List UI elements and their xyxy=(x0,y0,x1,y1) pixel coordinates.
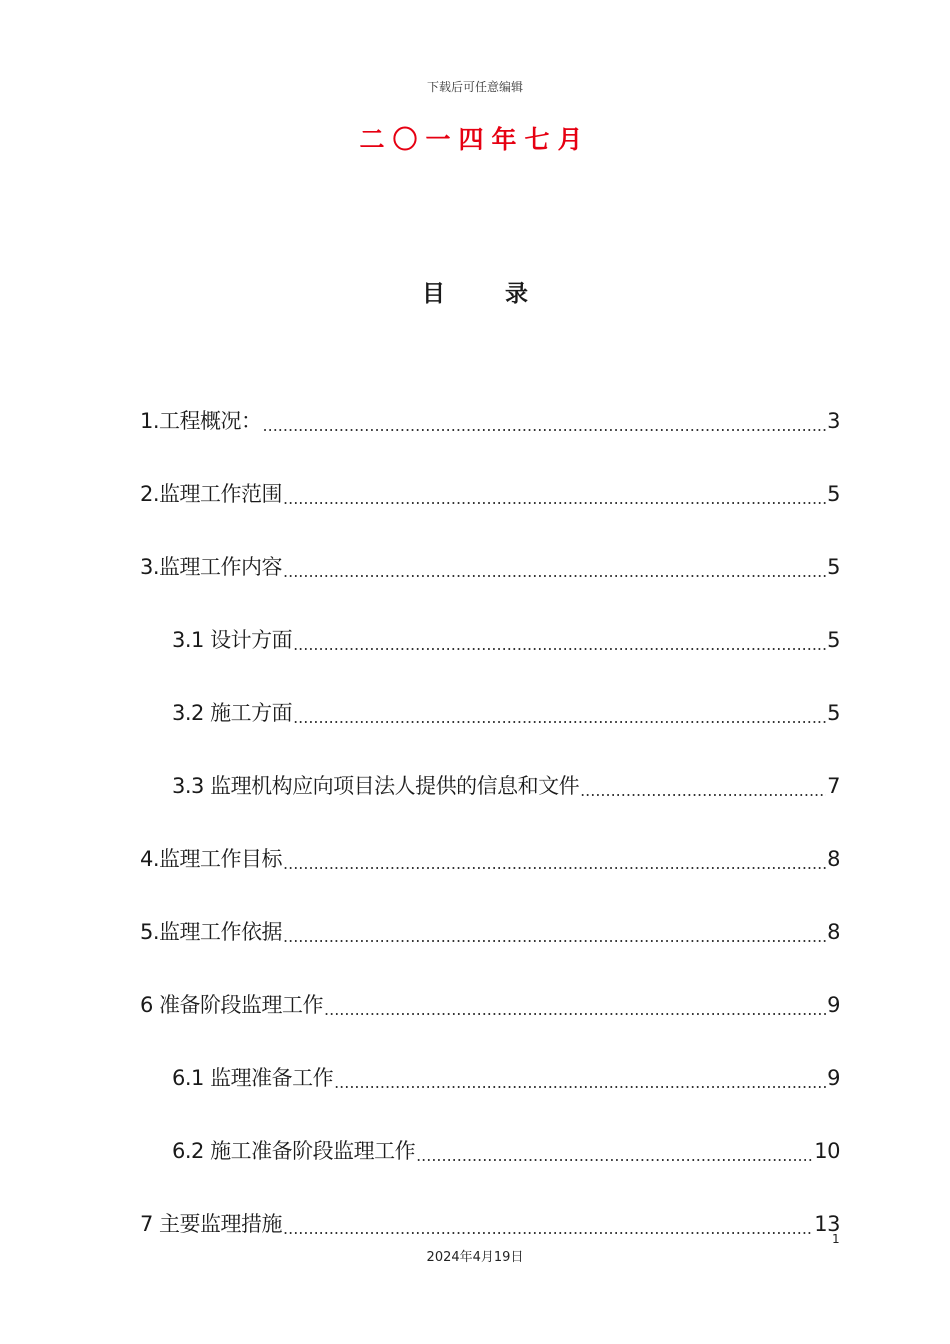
toc-entry-page: 3 xyxy=(827,409,840,433)
toc-entry-page: 13 xyxy=(814,1212,840,1236)
toc-entry-page: 5 xyxy=(827,701,840,725)
toc-entry[interactable] xyxy=(140,806,840,879)
toc-leader-dots xyxy=(283,557,826,587)
toc-title: 目 录 xyxy=(421,281,554,307)
toc-entry-label: 6.1 监理准备工作 xyxy=(172,1066,334,1090)
toc-entry[interactable] xyxy=(140,660,840,733)
toc-entry-label: 3.监理工作内容 xyxy=(140,555,283,579)
footer-date: 2024年4月19日 xyxy=(426,1250,524,1265)
toc-entry[interactable] xyxy=(140,441,840,514)
toc-entry-label: 4.监理工作目标 xyxy=(140,847,283,871)
toc-entry-label: 6.2 施工准备阶段监理工作 xyxy=(172,1139,416,1163)
toc-leader-dots xyxy=(283,484,826,514)
toc-leader-dots xyxy=(580,776,826,806)
header-note: 下载后可任意编辑 xyxy=(426,80,523,94)
toc-list xyxy=(140,368,840,1244)
toc-entry-label: 5.监理工作依据 xyxy=(140,920,283,944)
toc-leader-dots xyxy=(334,1068,826,1098)
toc-leader-dots xyxy=(293,630,826,660)
toc-entry[interactable] xyxy=(140,368,840,441)
toc-entry-page: 9 xyxy=(827,993,840,1017)
toc-leader-dots xyxy=(293,703,826,733)
toc-entry[interactable] xyxy=(140,1171,840,1244)
toc-entry[interactable] xyxy=(140,879,840,952)
toc-entry-label: 2.监理工作范围 xyxy=(140,482,283,506)
toc-leader-dots xyxy=(283,849,826,879)
toc-entry-label: 7 主要监理措施 xyxy=(140,1212,283,1236)
toc-entry-page: 7 xyxy=(827,774,840,798)
toc-entry-page: 9 xyxy=(827,1066,840,1090)
toc-leader-dots xyxy=(263,411,827,441)
page-number: 1 xyxy=(832,1232,840,1246)
toc-entry[interactable] xyxy=(140,587,840,660)
toc-entry-label: 1.工程概况： xyxy=(140,409,262,433)
toc-entry[interactable] xyxy=(140,733,840,806)
toc-entry-page: 8 xyxy=(827,847,840,871)
toc-leader-dots xyxy=(283,922,826,952)
toc-entry-page: 5 xyxy=(827,628,840,652)
toc-entry[interactable] xyxy=(140,1025,840,1098)
toc-entry[interactable] xyxy=(140,952,840,1025)
toc-entry[interactable] xyxy=(140,1098,840,1171)
toc-entry-label: 3.1 设计方面 xyxy=(172,628,293,652)
date-title: 二〇一四年七月 xyxy=(359,125,591,154)
toc-entry-page: 5 xyxy=(827,482,840,506)
toc-entry[interactable] xyxy=(140,514,840,587)
toc-leader-dots xyxy=(324,995,826,1025)
toc-leader-dots xyxy=(283,1214,813,1244)
toc-entry-label: 6 准备阶段监理工作 xyxy=(140,993,324,1017)
toc-entry-label: 3.3 监理机构应向项目法人提供的信息和文件 xyxy=(172,774,580,798)
toc-entry-label: 3.2 施工方面 xyxy=(172,701,293,725)
toc-entry-page: 10 xyxy=(814,1139,840,1163)
toc-entry-page: 8 xyxy=(827,920,840,944)
toc-leader-dots xyxy=(416,1141,813,1171)
toc-entry-page: 5 xyxy=(827,555,840,579)
